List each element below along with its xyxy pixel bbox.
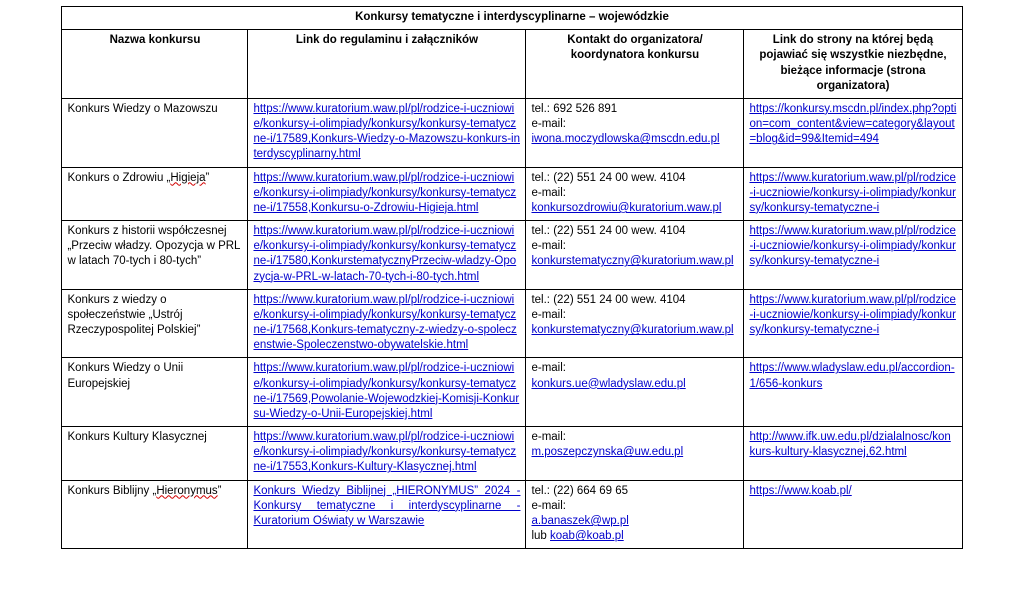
contact-cell xyxy=(526,289,744,358)
competition-name-text: Konkurs Biblijny „ xyxy=(67,484,157,497)
contact-cell xyxy=(526,221,744,290)
regulations-link[interactable]: https://www.kuratorium.waw.pl/pl/rodzice-i-uczniowie/konkursy-i-olimpiady/konkursy/konkursy-tematyczne-i/17580,KonkurstematycznyPrzeciw-wladzy-Opozycja-w-PRL-w-latach-70-tych-i-80-tych.html xyxy=(253,225,517,283)
column-header-name: Nazwa konkursu xyxy=(62,30,248,99)
site-cell xyxy=(744,221,962,290)
competitions-table xyxy=(61,6,962,549)
competition-name: Konkurs Wiedzy o Unii Europejskiej xyxy=(62,358,248,427)
competition-name xyxy=(62,167,248,221)
contact-cell xyxy=(526,358,744,427)
regulations-cell xyxy=(248,221,526,290)
competition-name-highlight: Higieja xyxy=(170,171,206,184)
contact-email-label: e-mail: xyxy=(531,240,566,253)
contact-email-extra-link[interactable]: koab@koab.pl xyxy=(550,530,624,543)
column-header-regulations: Link do regulaminu i załączników xyxy=(248,30,526,99)
site-cell xyxy=(744,98,962,167)
competition-name-highlight: Hieronymus xyxy=(156,484,218,497)
contact-cell xyxy=(526,480,744,549)
competition-name: Konkurs z historii współczesnej „Przeciw władzy. Opozycja w PRL w latach 70-tych i 80-tych” xyxy=(62,221,248,290)
regulations-cell xyxy=(248,480,526,549)
table-row xyxy=(62,480,962,549)
contact-phone: tel.: 692 526 891 xyxy=(531,102,618,115)
contact-email-label: e-mail: xyxy=(531,499,566,512)
table-row xyxy=(62,358,962,427)
regulations-link[interactable]: Konkurs Wiedzy Biblijnej „HIERONYMUS” 2024 - Konkursy tematyczne i interdyscyplinarne - Kuratorium Oświaty w Warszawie xyxy=(253,484,521,527)
contact-phone: tel.: (22) 551 24 00 wew. 4104 xyxy=(531,171,686,184)
contact-email-link[interactable]: konkursozdrowiu@kuratorium.waw.pl xyxy=(531,201,722,214)
competition-name: Konkurs Wiedzy o Mazowszu xyxy=(62,98,248,167)
column-header-site: Link do strony na której będą pojawiać się wszystkie niezbędne, bieżące informacje (strona organizatora) xyxy=(744,30,962,99)
contact-email-label: e-mail: xyxy=(531,118,566,131)
contact-email-link[interactable]: iwona.moczydlowska@mscdn.edu.pl xyxy=(531,133,720,146)
table-row xyxy=(62,98,962,167)
contact-email-link[interactable]: konkurstematyczny@kuratorium.waw.pl xyxy=(531,324,734,337)
organizer-site-link[interactable]: https://www.wladyslaw.edu.pl/accordion-1/656-konkurs xyxy=(749,362,955,390)
site-cell xyxy=(744,480,962,549)
regulations-cell xyxy=(248,427,526,481)
contact-email-extra-prefix: lub xyxy=(531,530,551,543)
regulations-link[interactable]: https://www.kuratorium.waw.pl/pl/rodzice-i-uczniowie/konkursy-i-olimpiady/konkursy/konkursy-tematyczne-i/17558,Konkursu-o-Zdrowiu-Higieja.html xyxy=(253,171,517,214)
column-header-contact: Kontakt do organizatora/ koordynatora konkursu xyxy=(526,30,744,99)
table-header-row xyxy=(62,30,962,99)
table-row xyxy=(62,167,962,221)
organizer-site-link[interactable]: https://www.kuratorium.waw.pl/pl/rodzice-i-uczniowie/konkursy-i-olimpiady/konkursy/konkursy-tematyczne-i xyxy=(749,225,956,268)
table-row xyxy=(62,427,962,481)
regulations-cell xyxy=(248,98,526,167)
site-cell xyxy=(744,427,962,481)
organizer-site-link[interactable]: https://konkursy.mscdn.pl/index.php?option=com_content&view=category&layout=blog&id=99&Itemid=494 xyxy=(749,102,957,146)
contact-email-label: e-mail: xyxy=(531,308,566,321)
contact-phone: tel.: (22) 551 24 00 wew. 4104 xyxy=(531,225,686,238)
contact-email-link[interactable]: m.poszepczynska@uw.edu.pl xyxy=(531,446,684,459)
document-title: Konkursy tematyczne i interdyscyplinarne – wojewódzkie xyxy=(62,7,962,30)
regulations-cell xyxy=(248,167,526,221)
regulations-link[interactable]: https://www.kuratorium.waw.pl/pl/rodzice-i-uczniowie/konkursy-i-olimpiady/konkursy/konkursy-tematyczne-i/17589,Konkurs-Wiedzy-o-Mazowszu-konkurs-interdyscyplinarny.html xyxy=(253,102,520,161)
contact-phone: tel.: (22) 551 24 00 wew. 4104 xyxy=(531,293,686,306)
table-row xyxy=(62,289,962,358)
contact-email-link[interactable]: konkurstematyczny@kuratorium.waw.pl xyxy=(531,255,734,268)
regulations-cell xyxy=(248,358,526,427)
organizer-site-link[interactable]: https://www.koab.pl/ xyxy=(749,484,852,497)
competition-name: Konkurs Kultury Klasycznej xyxy=(62,427,248,481)
contact-phone: tel.: (22) 664 69 65 xyxy=(531,484,629,497)
contact-email-label: e-mail: xyxy=(531,431,566,444)
contact-email-link[interactable]: a.banaszek@wp.pl xyxy=(531,514,629,527)
site-cell xyxy=(744,289,962,358)
site-cell xyxy=(744,167,962,221)
contact-cell xyxy=(526,167,744,221)
regulations-cell xyxy=(248,289,526,358)
organizer-site-link[interactable]: https://www.kuratorium.waw.pl/pl/rodzice-i-uczniowie/konkursy-i-olimpiady/konkursy/konkursy-tematyczne-i xyxy=(749,293,956,337)
site-cell xyxy=(744,358,962,427)
competition-name: Konkurs z wiedzy o społeczeństwie „Ustrój Rzeczypospolitej Polskiej” xyxy=(62,289,248,358)
table-row xyxy=(62,221,962,290)
contact-cell xyxy=(526,98,744,167)
contact-email-label: e-mail: xyxy=(531,362,566,375)
competition-name-text-end: ” xyxy=(217,484,222,497)
regulations-link[interactable]: https://www.kuratorium.waw.pl/pl/rodzice-i-uczniowie/konkursy-i-olimpiady/konkursy/konkursy-tematyczne-i/17569,Powolanie-Wojewodzkiej-Komisji-Konkursu-Wiedzy-o-Unii-Europejskiej.html xyxy=(253,362,520,420)
competition-name-text-end: ” xyxy=(205,171,210,184)
organizer-site-link[interactable]: https://www.kuratorium.waw.pl/pl/rodzice-i-uczniowie/konkursy-i-olimpiady/konkursy/konkursy-tematyczne-i xyxy=(749,171,956,214)
regulations-link[interactable]: https://www.kuratorium.waw.pl/pl/rodzice-i-uczniowie/konkursy-i-olimpiady/konkursy/konkursy-tematyczne-i/17568,Konkurs-tematyczny-z-wiedzy-o-spoleczenstwie-Spoleczenstwo-obywatelskie.html xyxy=(253,293,517,352)
competition-name xyxy=(62,480,248,549)
competition-name-text: Konkurs o Zdrowiu „ xyxy=(67,171,171,184)
contact-cell xyxy=(526,427,744,481)
contact-email-extra xyxy=(531,529,738,544)
contact-email-link[interactable]: konkurs.ue@wladyslaw.edu.pl xyxy=(531,377,686,390)
table-title-row xyxy=(62,7,962,30)
regulations-link[interactable]: https://www.kuratorium.waw.pl/pl/rodzice-i-uczniowie/konkursy-i-olimpiady/konkursy/konkursy-tematyczne-i/17553,Konkurs-Kultury-Klasycznej.html xyxy=(253,431,517,474)
contact-email-label: e-mail: xyxy=(531,186,566,199)
organizer-site-link[interactable]: http://www.ifk.uw.edu.pl/dzialalnosc/konkurs-kultury-klasycznej,62.html xyxy=(749,431,951,459)
